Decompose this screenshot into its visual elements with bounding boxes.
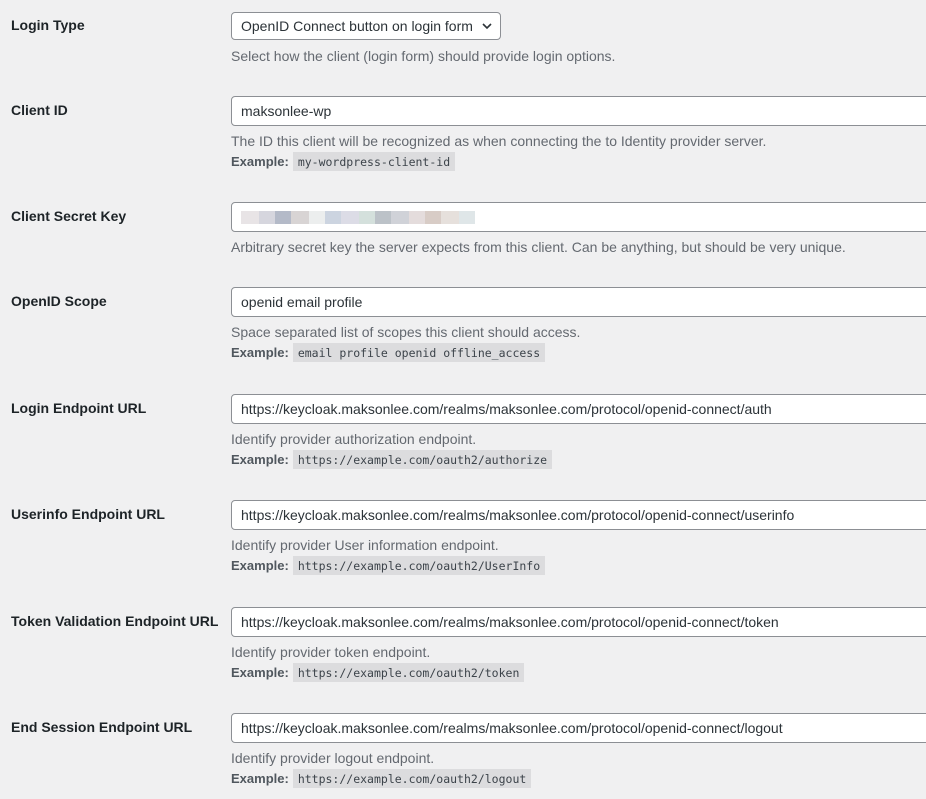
login-endpoint-label: Login Endpoint URL: [11, 400, 147, 416]
userinfo-endpoint-example: [231, 558, 545, 573]
example-label: Example:: [231, 345, 289, 360]
client-id-label: Client ID: [11, 102, 68, 118]
scope-input[interactable]: openid email profile: [231, 287, 926, 317]
example-code: https://example.com/oauth2/token: [293, 663, 525, 682]
masked-secret-block: [309, 211, 325, 224]
example-label: Example:: [231, 665, 289, 680]
scope-example: [231, 345, 545, 360]
masked-secret-block: [241, 211, 259, 224]
masked-secret-block: [409, 211, 425, 224]
masked-secret-block: [275, 211, 291, 224]
example-code: https://example.com/oauth2/logout: [293, 769, 531, 788]
login-type-label: Login Type: [11, 17, 85, 33]
masked-secret-block: [359, 211, 375, 224]
end-session-endpoint-input[interactable]: https://keycloak.maksonlee.com/realms/maksonlee.com/protocol/openid-connect/logout: [231, 713, 926, 743]
userinfo-endpoint-description: Identify provider User information endpoint.: [231, 537, 499, 553]
masked-secret-block: [391, 211, 409, 224]
masked-secret-value: [241, 211, 475, 224]
masked-secret-block: [459, 211, 475, 224]
chevron-down-icon: [482, 21, 492, 31]
end-session-endpoint-label: End Session Endpoint URL: [11, 719, 193, 735]
example-code: my-wordpress-client-id: [293, 152, 455, 171]
masked-secret-block: [341, 211, 359, 224]
masked-secret-block: [325, 211, 341, 224]
scope-description: Space separated list of scopes this client should access.: [231, 324, 581, 340]
client-id-example: [231, 154, 455, 169]
example-code: email profile openid offline_access: [293, 343, 545, 362]
masked-secret-block: [441, 211, 459, 224]
example-label: Example:: [231, 771, 289, 786]
token-endpoint-description: Identify provider token endpoint.: [231, 644, 431, 660]
end-session-endpoint-example: [231, 771, 531, 786]
userinfo-endpoint-label: Userinfo Endpoint URL: [11, 506, 165, 522]
example-label: Example:: [231, 558, 289, 573]
example-label: Example:: [231, 154, 289, 169]
token-endpoint-label: Token Validation Endpoint URL: [11, 613, 219, 629]
end-session-endpoint-description: Identify provider logout endpoint.: [231, 750, 435, 766]
example-code: https://example.com/oauth2/UserInfo: [293, 556, 545, 575]
login-type-description: Select how the client (login form) should provide login options.: [231, 48, 616, 64]
client-secret-description: Arbitrary secret key the server expects from this client. Can be anything, but should be very unique.: [231, 239, 846, 255]
client-secret-input[interactable]: [231, 202, 926, 232]
client-id-description: The ID this client will be recognized as when connecting the to Identity provider server.: [231, 133, 767, 149]
scope-label: OpenID Scope: [11, 293, 107, 309]
client-id-input[interactable]: maksonlee-wp: [231, 96, 926, 126]
masked-secret-block: [259, 211, 275, 224]
masked-secret-block: [425, 211, 441, 224]
login-endpoint-input[interactable]: https://keycloak.maksonlee.com/realms/maksonlee.com/protocol/openid-connect/auth: [231, 394, 926, 424]
login-type-selected: OpenID Connect button on login form: [241, 18, 473, 34]
login-endpoint-example: [231, 452, 552, 467]
masked-secret-block: [375, 211, 391, 224]
client-secret-label: Client Secret Key: [11, 208, 127, 224]
masked-secret-block: [291, 211, 309, 224]
example-code: https://example.com/oauth2/authorize: [293, 450, 552, 469]
token-endpoint-input[interactable]: https://keycloak.maksonlee.com/realms/maksonlee.com/protocol/openid-connect/token: [231, 607, 926, 637]
token-endpoint-example: [231, 665, 524, 680]
login-type-select[interactable]: [231, 12, 501, 40]
example-label: Example:: [231, 452, 289, 467]
login-endpoint-description: Identify provider authorization endpoint.: [231, 431, 477, 447]
userinfo-endpoint-input[interactable]: https://keycloak.maksonlee.com/realms/maksonlee.com/protocol/openid-connect/userinfo: [231, 500, 926, 530]
